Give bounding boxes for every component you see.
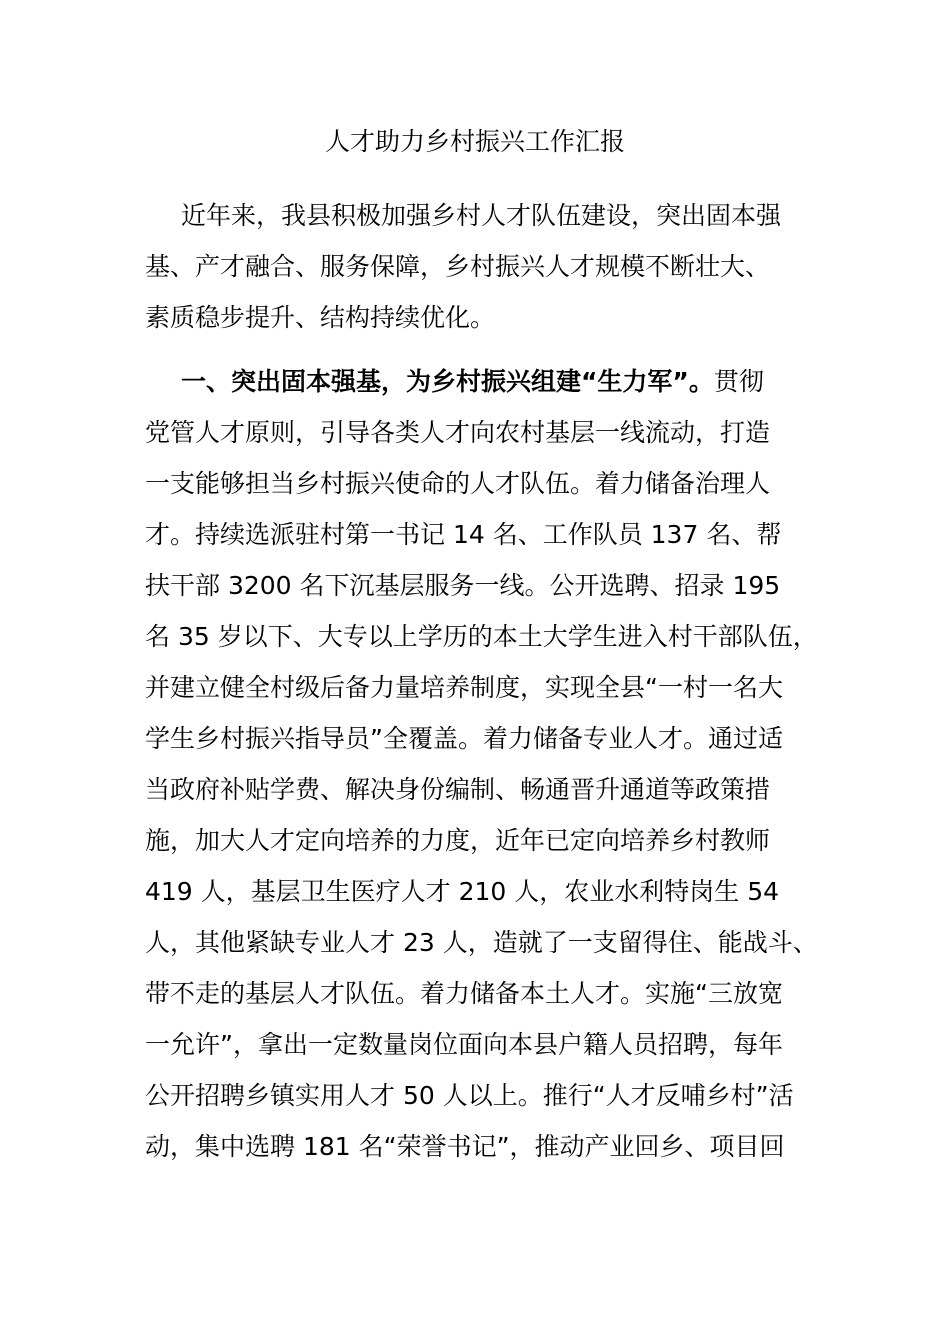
section-one-line: 学生乡村振兴指导员”全覆盖。着力储备专业人才。通过适 [145, 724, 783, 753]
section-one-line: 一支能够担当乡村振兴使命的人才队伍。着力储备治理人 [145, 469, 771, 498]
section-one-heading: 一、突出固本强基，为乡村振兴组建“生力军”。 [181, 367, 714, 396]
section-one-line: 公开招聘乡镇实用人才 50 人以上。推行“人才反哺乡村”活 [145, 1081, 794, 1110]
section-one-first-line-rest: 贯彻 [713, 367, 764, 396]
intro-line: 基、产才融合、服务保障，乡村振兴人才规模不断壮大、 [145, 252, 771, 281]
intro-line: 近年来，我县积极加强乡村人才队伍建设，突出固本强 [181, 201, 782, 230]
document-title: 人才助力乡村振兴工作汇报 [324, 127, 625, 156]
section-one-line: 名 35 岁以下、大专以上学历的本土大学生进入村干部队伍， [145, 622, 818, 651]
section-one-line: 一允许”，拿出一定数量岗位面向本县户籍人员招聘，每年 [145, 1030, 783, 1059]
section-one-line: 扶干部 3200 名下沉基层服务一线。公开选聘、招录 195 [145, 571, 781, 600]
section-one-line: 当政府补贴学费、解决身份编制、畅通晋升通道等政策措 [145, 775, 771, 804]
intro-paragraph [145, 190, 810, 343]
intro-line: 素质稳步提升、结构持续优化。 [145, 303, 496, 332]
section-one-line: 党管人才原则，引导各类人才向农村基层一线流动，打造 [145, 418, 771, 447]
section-one-line: 人，其他紧缺专业人才 23 人，造就了一支留得住、能战斗、 [145, 928, 818, 957]
section-one-line: 才。持续选派驻村第一书记 14 名、工作队员 137 名、帮 [145, 520, 782, 549]
section-one-line: 419 人，基层卫生医疗人才 210 人，农业水利特岗生 54 [145, 877, 780, 906]
section-one-line: 带不走的基层人才队伍。着力储备本土人才。实施“三放宽 [145, 979, 783, 1008]
section-one-paragraph [145, 356, 818, 1172]
section-one-line: 施，加大人才定向培养的力度，近年已定向培养乡村教师 [145, 826, 771, 855]
section-one-line: 动，集中选聘 181 名“荣誉书记”，推动产业回乡、项目回 [145, 1132, 785, 1161]
section-one-line: 并建立健全村级后备力量培养制度，实现全县“一村一名大 [145, 673, 783, 702]
section-one-first-line [145, 356, 810, 407]
